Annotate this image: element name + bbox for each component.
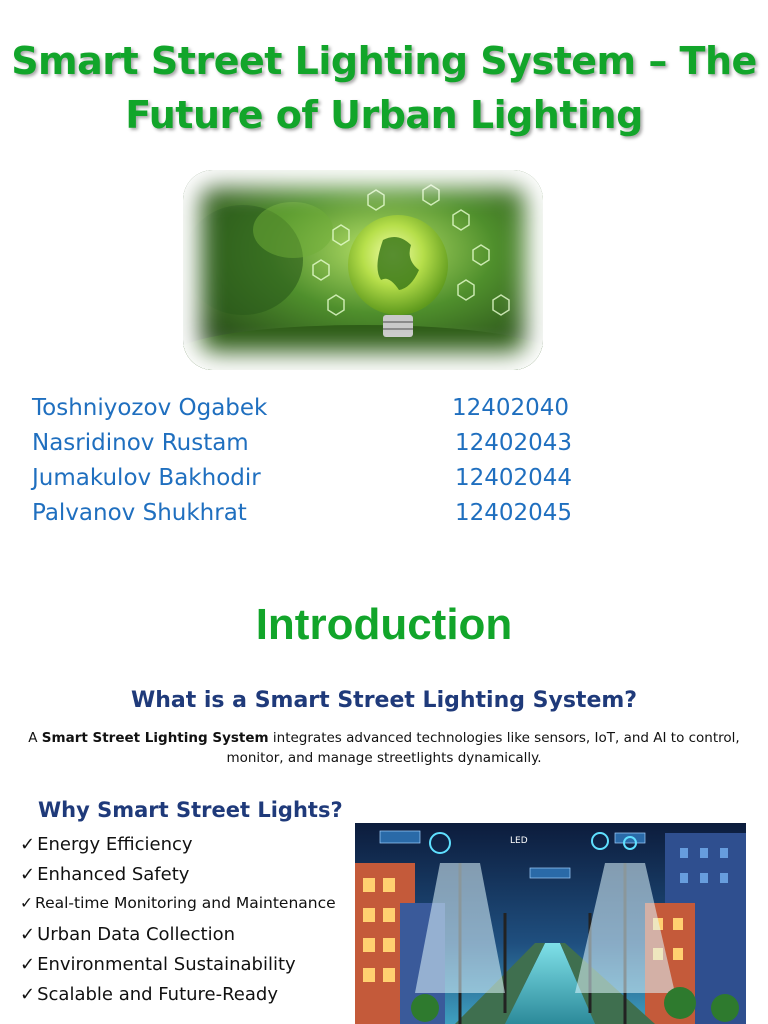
team-list <box>32 395 592 535</box>
member-name: Nasridinov Rustam <box>32 430 249 456</box>
check-icon: ✓ <box>20 924 36 945</box>
hero-image <box>183 170 543 370</box>
member-id: 12402043 <box>455 430 573 456</box>
list-item <box>20 864 360 894</box>
check-icon: ✓ <box>20 954 36 975</box>
member-id: 12402044 <box>455 465 573 491</box>
desc-rest: integrates advanced technologies like sensors, IoT, and AI to control, monitor, and manage streetlights dynamically. <box>226 730 740 766</box>
list-item-text: Urban Data Collection <box>37 924 235 945</box>
slide-title <box>0 34 768 142</box>
check-icon: ✓ <box>20 864 36 885</box>
street-illustration <box>355 823 746 1024</box>
team-member <box>32 430 592 465</box>
led-label: LED <box>510 836 528 846</box>
member-name: Jumakulov Bakhodir <box>32 465 261 491</box>
member-id: 12402040 <box>452 395 570 421</box>
desc-prefix: A <box>28 730 42 746</box>
why-heading: Why Smart Street Lights? <box>38 798 343 822</box>
intro-heading: Introduction <box>255 600 513 649</box>
smart-city-street-illustration <box>355 823 746 1024</box>
team-member <box>32 500 592 535</box>
team-member <box>32 465 592 500</box>
list-item-text: Enhanced Safety <box>37 864 190 885</box>
check-icon: ✓ <box>20 984 36 1005</box>
list-item <box>20 834 360 864</box>
desc-bold-term: Smart Street Lighting System <box>41 730 269 746</box>
intro-question: What is a Smart Street Lighting System? <box>130 688 638 713</box>
list-item-text: Energy Efficiency <box>37 834 193 855</box>
list-item <box>20 924 360 954</box>
list-item-text: Real-time Monitoring and Maintenance <box>35 894 336 912</box>
why-list <box>20 834 360 1014</box>
member-name: Toshniyozov Ogabek <box>32 395 268 421</box>
title-line-1: Smart Street Lighting System – The <box>11 39 757 83</box>
team-member <box>32 395 592 430</box>
list-item-text: Scalable and Future-Ready <box>37 984 278 1005</box>
check-icon: ✓ <box>20 894 33 912</box>
member-name: Palvanov Shukhrat <box>32 500 247 526</box>
check-icon: ✓ <box>20 834 36 855</box>
intro-description <box>20 728 748 768</box>
list-item-text: Environmental Sustainability <box>37 954 296 975</box>
list-item <box>20 954 360 984</box>
list-item <box>20 894 360 924</box>
title-line-2: Future of Urban Lighting <box>125 93 643 137</box>
lightbulb-globe-icon <box>183 170 543 370</box>
list-item <box>20 984 360 1014</box>
member-id: 12402045 <box>455 500 573 526</box>
